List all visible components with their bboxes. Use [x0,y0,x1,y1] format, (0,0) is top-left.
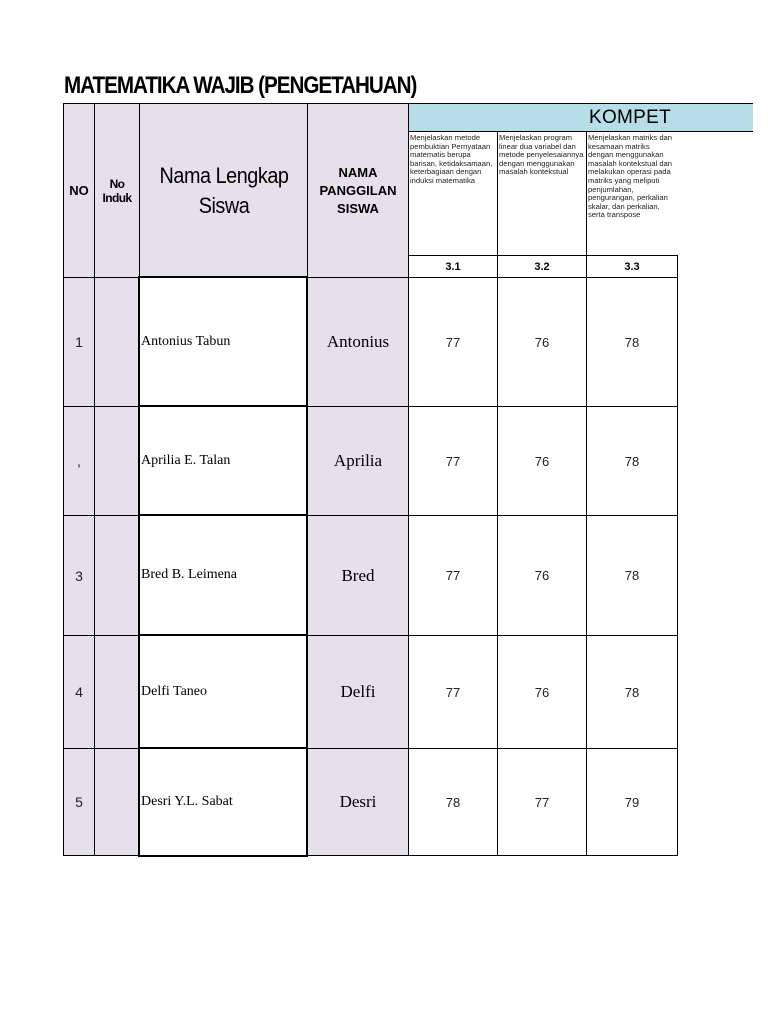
row-score: 78 [586,515,678,636]
row-score: 76 [497,277,587,407]
row-no-induk [94,406,140,516]
header-nama-panggilan: NAMA PANGGILAN SISWA [319,164,397,216]
header-kompetensi: KOMPET [408,103,753,132]
row-score: 77 [408,406,498,516]
row-nama-panggilan: Desri [307,748,409,856]
header-no: NO [63,103,95,278]
row-no-induk [94,748,140,856]
row-no: 5 [63,748,95,856]
row-no: 1 [63,277,95,407]
competency-code: 3.3 [586,255,678,278]
row-nama-panggilan: Delfi [307,635,409,749]
row-score: 78 [586,277,678,407]
row-score: 76 [497,515,587,636]
row-nama-panggilan: Aprilia [307,406,409,516]
row-score: 76 [497,635,587,749]
row-score: 79 [586,748,678,856]
header-nama-lengkap-cell [139,103,308,278]
competency-description: Menjelaskan matriks dan kesamaan matriks dengan menggunakan masalah kontekstual dan melakukan operasi pada matriks yang meliputi penjumlahan, pengurangan, perkalian skalar, dan perkalian, serta transpose [586,131,678,256]
row-nama-lengkap: Antonius Tabun [138,276,308,407]
row-no-induk [94,515,140,636]
row-score: 77 [408,515,498,636]
row-nama-lengkap: Aprilia E. Talan [138,405,308,516]
row-score: 77 [497,748,587,856]
page-title: MATEMATIKA WAJIB (PENGETAHUAN) [64,72,417,99]
row-nama-lengkap: Delfi Taneo [138,634,308,749]
competency-code: 3.1 [408,255,498,278]
row-no: , [63,406,95,516]
row-score: 77 [408,277,498,407]
row-score: 78 [586,406,678,516]
row-nama-panggilan: Bred [307,515,409,636]
row-no: 3 [63,515,95,636]
header-no-induk: No Induk [94,103,140,278]
row-nama-lengkap: Bred B. Leimena [138,514,308,636]
row-score: 78 [408,748,498,856]
row-no-induk [94,635,140,749]
header-nama-lengkap: Nama Lengkap Siswa [159,162,288,218]
row-score: 77 [408,635,498,749]
competency-description: Menjelaskan program linear dua variabel dan metode penyelesaiannya dengan menggunakan masalah kontekstual [497,131,587,256]
row-score: 78 [586,635,678,749]
row-no: 4 [63,635,95,749]
header-nama-panggilan-cell [307,103,409,278]
competency-code: 3.2 [497,255,587,278]
row-no-induk [94,277,140,407]
row-nama-panggilan: Antonius [307,277,409,407]
row-nama-lengkap: Desri Y.L. Sabat [138,747,308,857]
row-score: 76 [497,406,587,516]
competency-description: Menjelaskan metode pembuktian Pernyataan matematis berupa barisan, ketidaksamaan, keterbagiaan dengan induksi matematika [408,131,498,256]
